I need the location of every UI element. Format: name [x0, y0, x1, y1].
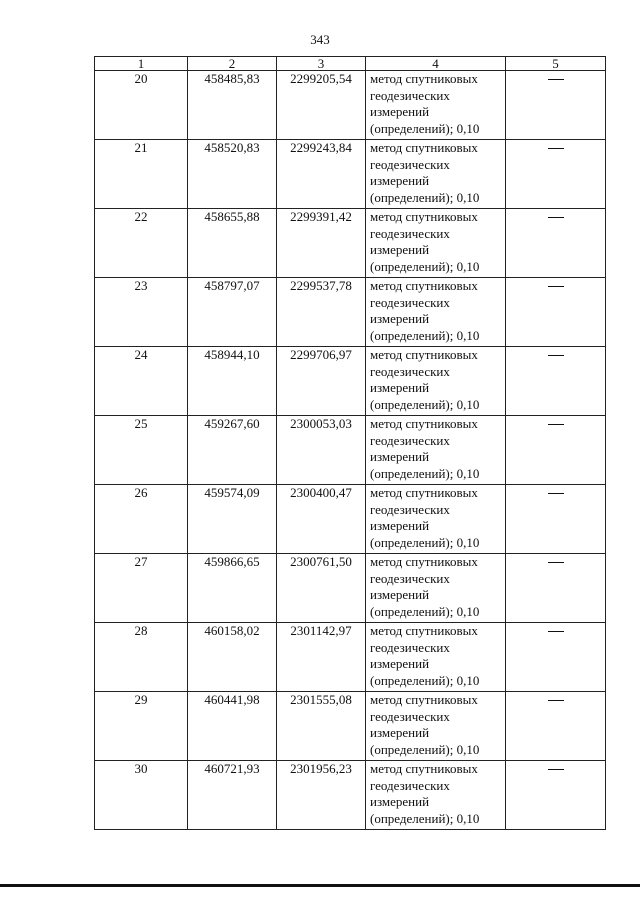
- method-line: метод спутниковых: [370, 485, 478, 500]
- method-description: [366, 692, 506, 761]
- method-line: геодезических: [370, 294, 450, 310]
- table-row: [95, 209, 606, 278]
- dash-mark: [548, 355, 564, 356]
- method-line: (определений); 0,10: [370, 603, 480, 619]
- table-row: [95, 692, 606, 761]
- column-5-value: [506, 485, 606, 554]
- method-line: геодезических: [370, 363, 450, 379]
- method-line: метод спутниковых: [370, 416, 478, 431]
- column-5-value: [506, 278, 606, 347]
- method-description: [366, 71, 506, 140]
- coordinate-y: 2300400,47: [277, 485, 366, 554]
- method-line: геодезических: [370, 639, 450, 655]
- method-line: метод спутниковых: [370, 692, 478, 707]
- method-line: метод спутниковых: [370, 278, 478, 293]
- method-line: измерений: [370, 656, 430, 671]
- coordinate-x: 460441,98: [188, 692, 277, 761]
- table-row: [95, 140, 606, 209]
- column-header-4: 4: [366, 57, 506, 71]
- column-5-value: [506, 209, 606, 278]
- table-row: [95, 347, 606, 416]
- column-header-1: 1: [95, 57, 188, 71]
- dash-mark: [548, 769, 564, 770]
- dash-mark: [548, 148, 564, 149]
- method-line: геодезических: [370, 501, 450, 517]
- method-description: [366, 347, 506, 416]
- method-line: геодезических: [370, 156, 450, 172]
- method-line: геодезических: [370, 777, 450, 793]
- method-description: [366, 416, 506, 485]
- dash-mark: [548, 700, 564, 701]
- table-row: [95, 623, 606, 692]
- column-header-3: 3: [277, 57, 366, 71]
- table-row: [95, 761, 606, 830]
- method-line: метод спутниковых: [370, 554, 478, 569]
- method-description: [366, 278, 506, 347]
- coordinate-x: 458944,10: [188, 347, 277, 416]
- method-line: измерений: [370, 311, 430, 326]
- method-line: метод спутниковых: [370, 209, 478, 224]
- coordinate-y: 2299537,78: [277, 278, 366, 347]
- dash-mark: [548, 562, 564, 563]
- coordinate-y: 2299391,42: [277, 209, 366, 278]
- table-row: [95, 278, 606, 347]
- coordinate-x: 458485,83: [188, 71, 277, 140]
- dash-mark: [548, 217, 564, 218]
- method-line: измерений: [370, 173, 430, 188]
- method-line: (определений); 0,10: [370, 465, 480, 481]
- method-line: (определений); 0,10: [370, 810, 480, 826]
- method-line: (определений); 0,10: [370, 120, 480, 136]
- coordinate-y: 2301142,97: [277, 623, 366, 692]
- method-line: метод спутниковых: [370, 761, 478, 776]
- method-line: измерений: [370, 794, 430, 809]
- method-description: [366, 623, 506, 692]
- method-line: измерений: [370, 518, 430, 533]
- method-line: (определений); 0,10: [370, 396, 480, 412]
- method-line: геодезических: [370, 432, 450, 448]
- column-5-value: [506, 71, 606, 140]
- coordinate-y: 2300053,03: [277, 416, 366, 485]
- method-line: (определений); 0,10: [370, 189, 480, 205]
- point-number: 20: [95, 71, 188, 140]
- coordinate-x: 459574,09: [188, 485, 277, 554]
- dash-mark: [548, 493, 564, 494]
- method-line: (определений); 0,10: [370, 741, 480, 757]
- method-line: (определений); 0,10: [370, 327, 480, 343]
- method-line: геодезических: [370, 87, 450, 103]
- method-line: метод спутниковых: [370, 140, 478, 155]
- column-5-value: [506, 623, 606, 692]
- coordinate-y: 2301555,08: [277, 692, 366, 761]
- point-number: 24: [95, 347, 188, 416]
- page-number: 343: [310, 32, 330, 47]
- method-description: [366, 140, 506, 209]
- point-number: 21: [95, 140, 188, 209]
- dash-mark: [548, 286, 564, 287]
- method-line: метод спутниковых: [370, 71, 478, 86]
- column-5-value: [506, 692, 606, 761]
- column-5-value: [506, 416, 606, 485]
- coordinate-x: 459866,65: [188, 554, 277, 623]
- method-description: [366, 554, 506, 623]
- method-description: [366, 761, 506, 830]
- dash-mark: [548, 424, 564, 425]
- coordinate-x: 460158,02: [188, 623, 277, 692]
- method-line: измерений: [370, 380, 430, 395]
- method-line: геодезических: [370, 708, 450, 724]
- coordinate-x: 460721,93: [188, 761, 277, 830]
- method-line: (определений); 0,10: [370, 534, 480, 550]
- method-line: метод спутниковых: [370, 347, 478, 362]
- column-header-5: 5: [506, 57, 606, 71]
- footer-rule: [0, 884, 640, 887]
- table-row: [95, 416, 606, 485]
- method-line: геодезических: [370, 225, 450, 241]
- column-5-value: [506, 347, 606, 416]
- coordinate-y: 2299243,84: [277, 140, 366, 209]
- method-description: [366, 485, 506, 554]
- dash-mark: [548, 79, 564, 80]
- column-5-value: [506, 761, 606, 830]
- table-header-row: [95, 57, 606, 71]
- coordinate-y: 2301956,23: [277, 761, 366, 830]
- point-number: 27: [95, 554, 188, 623]
- method-line: измерений: [370, 587, 430, 602]
- coordinate-x: 459267,60: [188, 416, 277, 485]
- point-number: 30: [95, 761, 188, 830]
- coordinate-y: 2300761,50: [277, 554, 366, 623]
- method-line: измерений: [370, 104, 430, 119]
- method-line: (определений); 0,10: [370, 258, 480, 274]
- column-header-2: 2: [188, 57, 277, 71]
- dash-mark: [548, 631, 564, 632]
- method-description: [366, 209, 506, 278]
- coordinate-y: 2299706,97: [277, 347, 366, 416]
- table-row: [95, 71, 606, 140]
- coordinates-table: [94, 56, 606, 830]
- point-number: 28: [95, 623, 188, 692]
- method-line: метод спутниковых: [370, 623, 478, 638]
- point-number: 22: [95, 209, 188, 278]
- method-line: геодезических: [370, 570, 450, 586]
- method-line: измерений: [370, 242, 430, 257]
- point-number: 25: [95, 416, 188, 485]
- table-row: [95, 554, 606, 623]
- method-line: измерений: [370, 449, 430, 464]
- point-number: 23: [95, 278, 188, 347]
- coordinate-x: 458655,88: [188, 209, 277, 278]
- coordinate-y: 2299205,54: [277, 71, 366, 140]
- column-5-value: [506, 554, 606, 623]
- method-line: измерений: [370, 725, 430, 740]
- table-row: [95, 485, 606, 554]
- point-number: 26: [95, 485, 188, 554]
- coordinate-x: 458520,83: [188, 140, 277, 209]
- column-5-value: [506, 140, 606, 209]
- point-number: 29: [95, 692, 188, 761]
- method-line: (определений); 0,10: [370, 672, 480, 688]
- coordinate-x: 458797,07: [188, 278, 277, 347]
